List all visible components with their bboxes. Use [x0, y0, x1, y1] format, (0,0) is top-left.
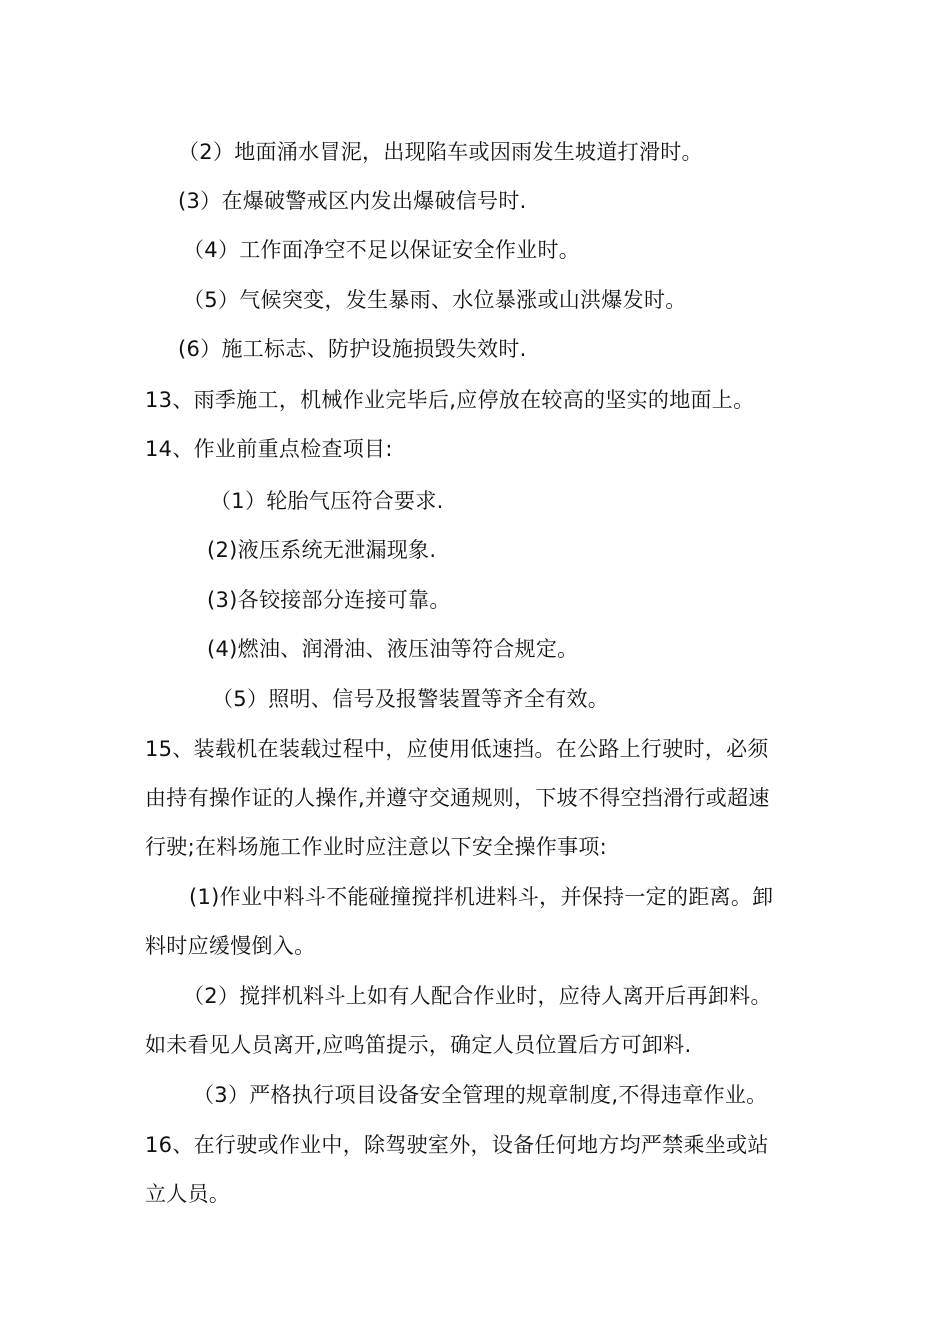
text-line: （1）轮胎气压符合要求.	[210, 489, 444, 513]
text-line: （5）气候突变，发生暴雨、水位暴涨或山洪爆发时。	[183, 288, 687, 312]
text-line: 13、雨季施工，机械作业完毕后,应停放在较高的坚实的地面上。	[145, 388, 755, 412]
text-line: 行驶;在料场施工作业时应注意以下安全操作事项:	[145, 835, 608, 859]
text-line: （5）照明、信号及报警装置等齐全有效。	[212, 687, 610, 711]
text-line: 立人员。	[145, 1182, 231, 1206]
text-line: （2）地面涌水冒泥，出现陷车或因雨发生坡道打滑时。	[178, 140, 703, 164]
text-line: (2)液压系统无泄漏现象.	[207, 538, 437, 562]
text-line: （3）严格执行项目设备安全管理的规章制度,不得违章作业。	[193, 1083, 768, 1107]
text-line: 料时应缓慢倒入。	[145, 934, 316, 958]
text-line: (4)燃油、润滑油、液压油等符合规定。	[207, 637, 579, 661]
text-line: （2）搅拌机料斗上如有人配合作业时，应待人离开后再卸料。	[183, 984, 772, 1008]
text-line: (3）在爆破警戒区内发出爆破信号时.	[178, 189, 527, 213]
text-line: （4）工作面净空不足以保证安全作业时。	[183, 238, 581, 262]
text-line: 15、装载机在装载过程中，应使用低速挡。在公路上行驶时，必须	[145, 737, 769, 761]
text-line: 由持有操作证的人操作,并遵守交通规则，下坡不得空挡滑行或超速	[145, 786, 770, 810]
text-line: (3)各铰接部分连接可靠。	[207, 588, 451, 612]
text-line: (1)作业中料斗不能碰撞搅拌机进料斗，并保持一定的距离。卸	[189, 885, 774, 909]
text-line: 如未看见人员离开,应鸣笛提示，确定人员位置后方可卸料.	[145, 1033, 692, 1057]
text-line: 16、在行驶或作业中，除驾驶室外，设备任何地方均严禁乘坐或站	[145, 1133, 769, 1157]
text-line: (6）施工标志、防护设施损毁失效时.	[178, 337, 527, 361]
text-line: 14、作业前重点检查项目:	[145, 437, 393, 461]
